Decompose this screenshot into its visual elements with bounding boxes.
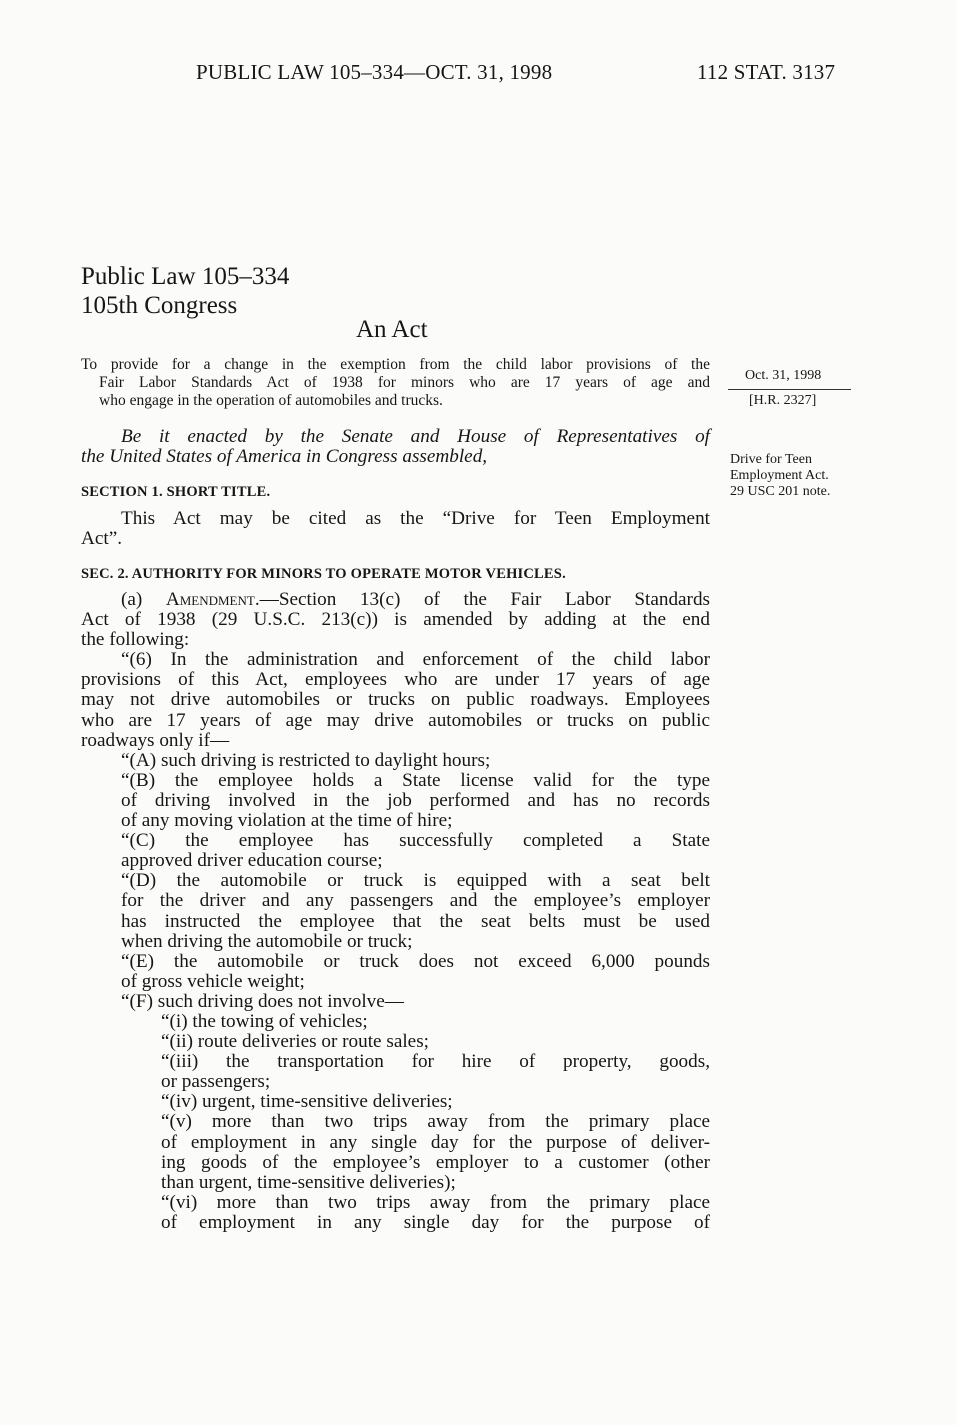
text-line: provisions of this Act, employees who are under 17 years of age [81, 669, 710, 691]
running-header-left: PUBLIC LAW 105–334—OCT. 31, 1998 [196, 60, 553, 84]
text-line: “(iii) the transportation for hire of property, goods, [161, 1051, 710, 1073]
text-line: or passengers; [161, 1071, 271, 1093]
text-line: when driving the automobile or truck; [121, 930, 413, 952]
text-line: “(C) the employee has successfully completed a State [121, 830, 710, 852]
text-line: Act of 1938 (29 U.S.C. 213(c)) is amended by adding at the end [81, 609, 710, 631]
amendment-prefix: (a) [121, 589, 166, 610]
enacting-line: the United States of America in Congress assembled, [81, 446, 488, 468]
purpose-line: To provide for a change in the exemption from the child labor provisions of the [81, 356, 710, 373]
text-line: of any moving violation at the time of hire; [121, 810, 453, 832]
text-line: “(vi) more than two trips away from the primary place [161, 1191, 710, 1213]
purpose-statement [81, 356, 710, 410]
section-1-heading: SECTION 1. SHORT TITLE. [81, 484, 271, 500]
margin-note: Drive for Teen [730, 452, 812, 467]
text-line: “(ii) route deliveries or route sales; [161, 1031, 429, 1053]
act-heading: An Act [356, 316, 428, 343]
text-line: ing goods of the employee’s employer to a customer (other [161, 1151, 710, 1173]
text-line: Act”. [81, 528, 123, 550]
margin-divider [728, 389, 851, 390]
text-line: “(v) more than two trips away from the primary place [161, 1111, 710, 1133]
text-line: “(D) the automobile or truck is equipped with a seat belt [121, 870, 710, 892]
text-line: roadways only if— [81, 729, 230, 751]
purpose-line: Fair Labor Standards Act of 1938 for minors who are 17 years of age and [99, 374, 710, 391]
section-1-text [81, 509, 710, 549]
text-line: of employment in any single day for the purpose of [161, 1211, 710, 1233]
margin-bill-number: [H.R. 2327] [749, 393, 817, 408]
text-line: approved driver education course; [121, 850, 383, 872]
text-line: “(E) the automobile or truck does not exceed 6,000 pounds [121, 950, 710, 972]
enacting-line: Be it enacted by the Senate and House of Representatives of [121, 426, 710, 447]
public-law-title: Public Law 105–334 [81, 263, 290, 290]
amendment-label: Amendment [165, 589, 255, 610]
section-2-text [81, 590, 710, 1233]
amendment-line [81, 590, 710, 610]
text-line: “(F) such driving does not involve— [121, 990, 404, 1012]
text-line: “(6) In the administration and enforcement of the child labor [121, 649, 710, 671]
margin-note: 29 USC 201 note. [730, 484, 831, 499]
congress-title: 105th Congress [81, 292, 238, 319]
text-line: “(iv) urgent, time-sensitive deliveries; [161, 1091, 453, 1113]
text-line: “(A) such driving is restricted to daylight hours; [121, 749, 491, 771]
text-line: This Act may be cited as the “Drive for Teen Employment [121, 508, 710, 529]
text-line: has instructed the employee that the seat belts must be used [121, 910, 710, 932]
text-line: the following: [81, 629, 190, 651]
text-line: “(i) the towing of vehicles; [161, 1010, 368, 1032]
margin-note: Employment Act. [730, 468, 829, 483]
text-line: of driving involved in the job performed and has no records [121, 789, 710, 811]
enacting-clause [81, 427, 710, 467]
text-line: than urgent, time-sensitive deliveries); [161, 1171, 456, 1193]
section-2-heading: SEC. 2. AUTHORITY FOR MINORS TO OPERATE MOTOR VEHICLES. [81, 566, 566, 582]
text-line: of gross vehicle weight; [121, 970, 305, 992]
text-line: who are 17 years of age may drive automobiles or trucks on public [81, 709, 710, 731]
text-line: for the driver and any passengers and the employee’s employer [121, 890, 710, 912]
text-line: “(B) the employee holds a State license valid for the type [121, 769, 710, 791]
margin-date: Oct. 31, 1998 [745, 368, 822, 383]
text-line: of employment in any single day for the purpose of deliver- [161, 1131, 710, 1153]
text-line: may not drive automobiles or trucks on public roadways. Employees [81, 689, 710, 711]
page-citation: 112 STAT. 3137 [697, 60, 836, 84]
purpose-line: who engage in the operation of automobiles and trucks. [99, 392, 443, 409]
amendment-rest: .—Section 13(c) of the Fair Labor Standards [254, 589, 711, 610]
